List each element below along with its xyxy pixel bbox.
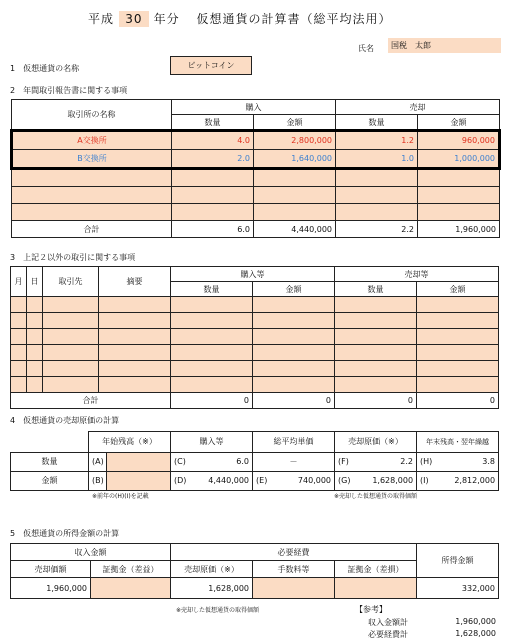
code-a: (A) xyxy=(89,452,107,471)
title-era: 平成 xyxy=(88,12,115,26)
table-row[interactable] xyxy=(11,313,499,329)
margin-gain-field[interactable] xyxy=(91,578,171,599)
code-g: (G) xyxy=(335,471,351,490)
header-sell-qty: 数量 xyxy=(335,282,417,297)
ref-income-label: 収入金額計 xyxy=(368,618,408,627)
total-buy-qty: 0 xyxy=(171,393,253,409)
table-row[interactable] xyxy=(11,329,499,345)
sell-qty[interactable]: 1.0 xyxy=(336,150,418,169)
buy-amt[interactable]: 1,640,000 xyxy=(254,150,336,169)
section-5-heading: 5 仮想通貨の所得金額の計算 xyxy=(10,529,120,538)
header-buy-qty: 数量 xyxy=(172,115,254,131)
header-party: 取引先 xyxy=(43,267,99,297)
header-end-balance: 年末残高・翌年繰越 xyxy=(417,432,499,453)
total-buy-amt: 4,440,000 xyxy=(254,221,336,238)
sale-price: 1,960,000 xyxy=(11,578,91,599)
start-qty-field[interactable] xyxy=(107,452,171,471)
header-average-price: 総平均単価 xyxy=(253,432,335,453)
cost-calculation-table xyxy=(10,431,499,491)
table-row[interactable] xyxy=(11,297,499,313)
end-amt: 2,812,000 xyxy=(433,471,499,490)
page-title xyxy=(88,10,392,27)
note-sale-cost: ※売却した仮想通貨の取得価額 xyxy=(334,493,418,500)
section-4-heading: 4 仮想通貨の売却原価の計算 xyxy=(10,416,120,425)
table-row xyxy=(12,150,500,169)
exchange-name[interactable]: B交換所 xyxy=(12,150,172,169)
header-fees: 手数料等 xyxy=(253,561,335,578)
start-amt-field[interactable] xyxy=(107,471,171,490)
code-b: (B) xyxy=(89,471,107,490)
header-start-balance: 年始残高（※） xyxy=(89,432,171,453)
title-main: 仮想通貨の計算書（総平均法用） xyxy=(196,12,392,26)
header-income: 収入金額 xyxy=(11,544,171,561)
name-field[interactable]: 国税 太郎 xyxy=(388,38,501,53)
header-sale-price: 売却価額 xyxy=(11,561,91,578)
table-row[interactable] xyxy=(12,169,500,187)
header-sell: 売却等 xyxy=(335,267,499,282)
purchase-amt: 4,440,000 xyxy=(187,471,253,490)
header-sale-cost: 売却原価（※） xyxy=(335,432,417,453)
header-month: 月 xyxy=(11,267,27,297)
average-price: 740,000 xyxy=(269,471,335,490)
table-row[interactable] xyxy=(12,204,500,221)
code-f: (F) xyxy=(335,452,351,471)
note-sale-cost-5: ※売却した仮想通貨の取得価額 xyxy=(176,607,260,614)
reference-title: 【参考】 xyxy=(355,605,387,614)
exchange-table xyxy=(10,99,501,238)
header-buy-amt: 金額 xyxy=(254,115,336,131)
header-day: 日 xyxy=(27,267,43,297)
code-e: (E) xyxy=(253,471,269,490)
header-sell: 売却 xyxy=(336,100,500,115)
income-result: 332,000 xyxy=(417,578,499,599)
total-sell-amt: 0 xyxy=(417,393,499,409)
header-memo: 摘要 xyxy=(99,267,171,297)
total-sell-qty: 2.2 xyxy=(336,221,418,238)
exchange-name[interactable]: A交換所 xyxy=(12,131,172,150)
buy-amt[interactable]: 2,800,000 xyxy=(254,131,336,150)
total-row xyxy=(11,393,499,409)
note-prior-year: ※前年の(H)(I)を記載 xyxy=(92,493,149,500)
header-buy-qty: 数量 xyxy=(171,282,253,297)
sale-qty: 2.2 xyxy=(351,452,417,471)
header-buy: 購入 xyxy=(172,100,336,115)
header-sell-amt: 金額 xyxy=(417,282,499,297)
income-table xyxy=(10,543,499,599)
table-row[interactable] xyxy=(11,345,499,361)
ref-expense-label: 必要経費計 xyxy=(368,630,408,639)
total-row xyxy=(12,221,500,238)
year-field[interactable]: 30 xyxy=(119,11,149,27)
buy-qty[interactable]: 2.0 xyxy=(172,150,254,169)
table-row[interactable] xyxy=(11,361,499,377)
table-row xyxy=(12,131,500,150)
other-transactions-table xyxy=(10,266,499,409)
section-2-heading: 2 年間取引報告書に関する事項 xyxy=(10,86,128,95)
ref-expense-value: 1,628,000 xyxy=(455,629,496,638)
code-h: (H) xyxy=(417,452,433,471)
row-amt-label: 金額 xyxy=(11,471,89,490)
sale-cost: 1,628,000 xyxy=(171,578,253,599)
code-c: (C) xyxy=(171,452,187,471)
name-label: 氏名 xyxy=(358,44,374,53)
table-row[interactable] xyxy=(11,377,499,393)
header-sell-amt: 金額 xyxy=(418,115,500,131)
buy-qty[interactable]: 4.0 xyxy=(172,131,254,150)
section-1-heading: 1 仮想通貨の名称 xyxy=(10,64,80,73)
header-purchase: 購入等 xyxy=(171,432,253,453)
header-sell-qty: 数量 xyxy=(336,115,418,131)
ref-income-value: 1,960,000 xyxy=(455,617,496,626)
header-exchange: 取引所の名称 xyxy=(12,100,172,131)
sale-cost: 1,628,000 xyxy=(351,471,417,490)
header-result: 所得金額 xyxy=(417,544,499,578)
purchase-qty: 6.0 xyxy=(187,452,253,471)
total-buy-amt: 0 xyxy=(253,393,335,409)
sell-amt[interactable]: 1,000,000 xyxy=(418,150,500,169)
average-dash: － xyxy=(253,452,335,471)
header-expense: 必要経費 xyxy=(171,544,417,561)
total-label: 合計 xyxy=(11,393,171,409)
total-label: 合計 xyxy=(12,221,172,238)
header-buy-amt: 金額 xyxy=(253,282,335,297)
title-suffix: 年分 xyxy=(153,12,180,26)
section-3-heading: 3 上記２以外の取引に関する事項 xyxy=(10,253,136,262)
sell-amt[interactable]: 960,000 xyxy=(418,131,500,150)
total-buy-qty: 6.0 xyxy=(172,221,254,238)
total-sell-amt: 1,960,000 xyxy=(418,221,500,238)
end-qty: 3.8 xyxy=(433,452,499,471)
row-qty-label: 数量 xyxy=(11,452,89,471)
margin-loss-field[interactable] xyxy=(335,578,417,599)
table-row[interactable] xyxy=(12,187,500,204)
header-buy: 購入等 xyxy=(171,267,335,282)
header-margin-loss: 証拠金（差損） xyxy=(335,561,417,578)
header-sale-cost: 売却原価（※） xyxy=(171,561,253,578)
code-d: (D) xyxy=(171,471,187,490)
total-sell-qty: 0 xyxy=(335,393,417,409)
fees-field[interactable] xyxy=(253,578,335,599)
currency-name-field[interactable]: ビットコイン xyxy=(170,56,252,75)
code-i: (I) xyxy=(417,471,433,490)
sell-qty[interactable]: 1.2 xyxy=(336,131,418,150)
header-margin-gain: 証拠金（差益） xyxy=(91,561,171,578)
